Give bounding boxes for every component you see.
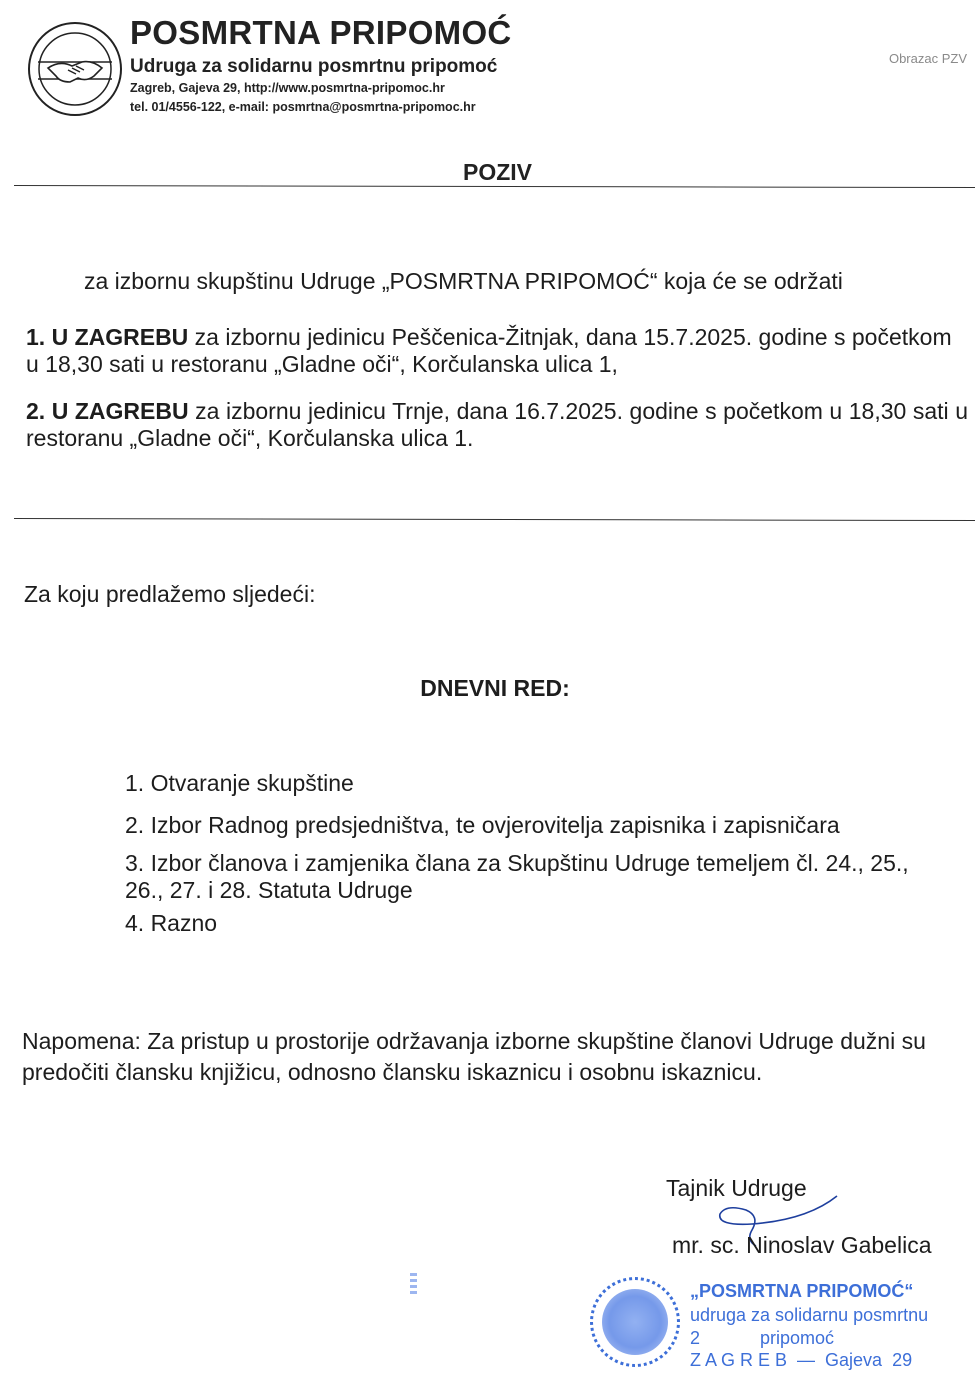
session-label: 2. U ZAGREBU	[26, 398, 189, 424]
note-text: Napomena: Za pristup u prostorije održavanja izborne skupštine članovi Udruge dužni su predočiti člansku knjižicu, odnosno člansku iskaznicu i osobnu iskaznicu.	[22, 1028, 926, 1085]
agenda-item: 4. Razno	[125, 910, 218, 936]
logo	[28, 22, 122, 116]
session-label: 1. U ZAGREBU	[26, 324, 189, 350]
session-item	[26, 324, 968, 378]
stamp-line: Z A G R E B — Gajeva 29	[690, 1350, 913, 1370]
ink-speck	[410, 1273, 417, 1295]
session-item	[26, 398, 968, 452]
divider	[14, 518, 975, 521]
org-subtitle: Udruga za solidarnu posmrtnu pripomoć	[130, 56, 498, 77]
stamp-line: 2 pripomoć	[690, 1328, 835, 1348]
handshake-icon	[30, 24, 120, 114]
agenda-item: 2. Izbor Radnog predsjedništva, te ovjerovitelja zapisnika i zapisničara	[125, 812, 840, 838]
agenda-item: 1. Otvaranje skupštine	[125, 770, 354, 796]
proposal-intro: Za koju predlažemo sljedeći:	[24, 581, 316, 607]
signatory-role: Tajnik Udruge	[666, 1175, 807, 1201]
org-address: Zagreb, Gajeva 29, http://www.posmrtna-pripomoc.hr	[130, 81, 445, 95]
agenda-title: DNEVNI RED:	[420, 675, 570, 701]
document-title: POZIV	[462, 159, 532, 185]
stamp-line: „POSMRTNA PRIPOMOĆ“	[690, 1281, 914, 1301]
stamp-seal	[590, 1277, 680, 1367]
intro-text: za izbornu skupštinu Udruge „POSMRTNA PRIPOMOĆ“ koja će se održati	[84, 268, 843, 294]
org-name: POSMRTNA PRIPOMOĆ	[130, 14, 512, 51]
session-text: za izbornu jedinicu Trnje, dana 16.7.2025. godine s početkom u 18,30 sati u restoranu „Gladne oči“, Korčulanska ulica 1.	[26, 398, 968, 451]
stamp-emblem	[602, 1289, 668, 1355]
agenda-item: 3. Izbor članova i zamjenika člana za Skupštinu Udruge temeljem čl. 24., 25., 26., 27. i 28. Statuta Udruge	[125, 850, 909, 903]
stamp-line: udruga za solidarnu posmrtnu	[690, 1305, 929, 1325]
signatory-name: mr. sc. Ninoslav Gabelica	[672, 1232, 932, 1258]
org-contact: tel. 01/4556-122, e-mail: posmrtna@posmrtna-pripomoc.hr	[130, 100, 476, 114]
form-code: Obrazac PZV	[888, 51, 967, 66]
session-text: za izbornu jedinicu Peščenica-Žitnjak, dana 15.7.2025. godine s početkom u 18,30 sati u restoranu „Gladne oči“, Korčulanska ulica 1,	[26, 324, 952, 377]
